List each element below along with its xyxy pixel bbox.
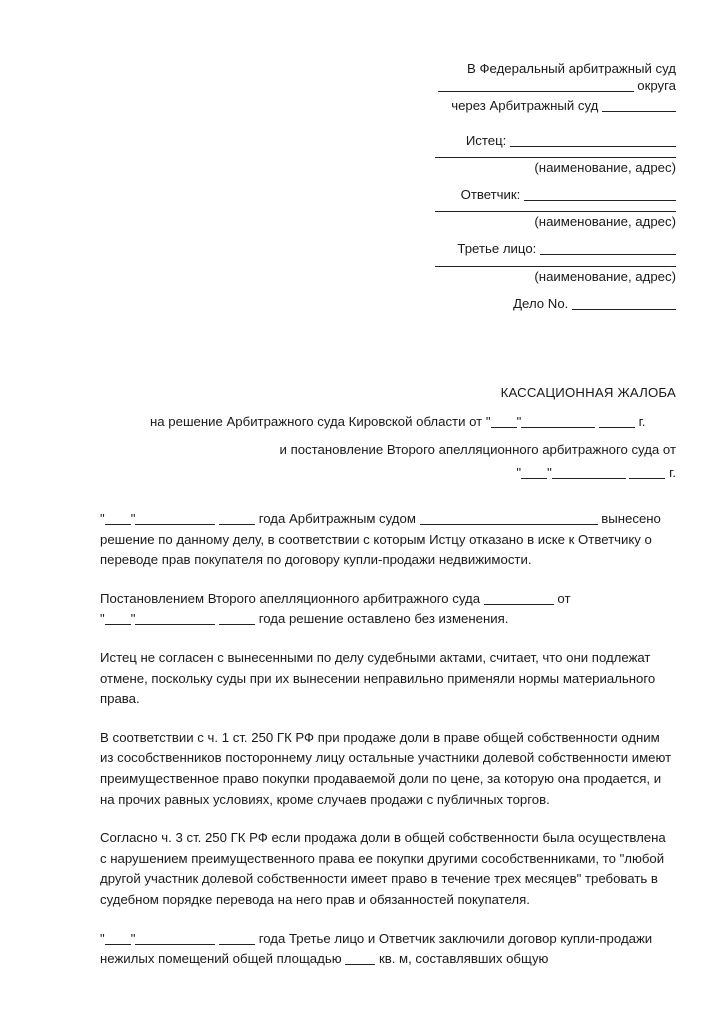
paragraph-article-250-part3: Согласно ч. 3 ст. 250 ГК РФ если продажа доли в общей собственности была осуществлена с нарушением преимущественного права ее покупки другими сособственниками, то "любой другой участник долевой собственности имеет право в течение трех месяцев" требовать в судебном порядке перевода на него прав и обязанностей покупателя. [100, 830, 666, 907]
p2-after-rule-text: от [557, 590, 571, 606]
p6-day-rule[interactable] [105, 944, 131, 945]
okrug-line [420, 79, 676, 92]
p2-quote-close: " [130, 611, 136, 627]
p2-lead-text: Постановлением Второго апелляционного арбитражного суда [100, 590, 481, 606]
subject-year-suffix-1: г. [638, 414, 646, 429]
subject-day-rule-1[interactable] [491, 427, 517, 428]
subject-line-1-text: на решение Арбитражного суда Кировской области от [150, 414, 483, 429]
case-number-label: Дело No. [513, 295, 569, 311]
p1-day-rule[interactable] [105, 524, 131, 525]
third-party-blank-rule[interactable] [540, 254, 676, 255]
p1-rest-text: вынесено решение по данному делу, в соответствии с которым Истцу отказано в иске к Ответчику о переводе прав покупателя по договору купли-продажи недвижимости. [100, 511, 661, 568]
defendant-caption: (наименование, адрес) [534, 214, 676, 230]
case-number-blank-rule[interactable] [572, 309, 676, 310]
p1-quote-open: " [100, 511, 105, 526]
p6-area-rule[interactable] [345, 964, 375, 965]
defendant-blank-rule[interactable] [524, 200, 676, 201]
document-body [100, 509, 674, 970]
p1-court-rule[interactable] [420, 524, 598, 525]
subject-year-suffix-3: г. [669, 465, 676, 480]
document-title: КАССАЦИОННАЯ ЖАЛОБА [500, 385, 676, 400]
subject-year-rule-1[interactable] [599, 427, 635, 428]
paragraph-appeal [100, 589, 674, 630]
subject-quote-close-3: " [547, 465, 552, 480]
through-court-line [420, 99, 676, 112]
p6-after-year-text: года Третье лицо и Ответчик заключили договор купли-продажи нежилых помещений общей площадью [100, 930, 653, 967]
court-name-text: В Федеральный арбитражный суд [467, 61, 676, 76]
okrug-label: округа [637, 78, 676, 94]
p6-year-rule[interactable] [219, 944, 255, 945]
plaintiff-blank-rule[interactable] [510, 146, 676, 147]
paragraph-disagreement: Истец не согласен с вынесенными по делу судебными актами, считает, что они подлежат отмене, поскольку суды при их вынесении неправильно применяли нормы материального права. [100, 649, 656, 707]
p6-quote-open: " [100, 930, 105, 946]
subject-year-rule-3[interactable] [629, 478, 665, 479]
subject-line-appeal-date [150, 465, 676, 480]
court-name-line [420, 62, 676, 75]
paragraph-article-250-part1: В соответствии с ч. 1 ст. 250 ГК РФ при продаже доли в праве общей собственности одним из сособственников постороннему лицу остальные участники долевой собственности имеют преимущественное право покупки продаваемой доли по цене, за которую она продается, и на прочих равных условиях, кроме случаев продажи с публичных торгов. [100, 729, 672, 807]
through-court-label: через Арбитражный суд [451, 98, 599, 114]
plaintiff-second-rule[interactable] [435, 157, 676, 158]
okrug-blank-rule[interactable] [438, 91, 634, 92]
p2-year-rule[interactable] [219, 624, 255, 625]
p6-quote-close: " [130, 930, 136, 946]
p6-after-area-text: кв. м, составлявших общую [378, 951, 549, 967]
subject-line-2-text: и постановление Второго апелляционного арбитражного суда от [279, 442, 676, 457]
plaintiff-caption: (наименование, адрес) [534, 159, 676, 175]
p2-month-rule[interactable] [135, 624, 215, 625]
subject-month-rule-1[interactable] [521, 427, 595, 428]
third-party-line [420, 242, 676, 255]
paragraph-contract [100, 929, 674, 970]
third-party-second-rule[interactable] [435, 266, 676, 267]
plaintiff-line [420, 134, 676, 147]
subject-quote-close-1: " [516, 414, 522, 429]
through-court-blank-rule[interactable] [602, 111, 676, 112]
defendant-label: Ответчик: [460, 187, 521, 203]
third-party-label: Третье лицо: [457, 241, 537, 257]
p1-year-rule[interactable] [219, 524, 255, 525]
third-party-caption: (наименование, адрес) [534, 268, 676, 284]
defendant-second-rule[interactable] [435, 211, 676, 212]
p1-after-year-text: года Арбитражным судом [258, 511, 416, 526]
subject-quote-open-1: " [485, 414, 491, 429]
court-address-block [420, 62, 676, 317]
subject-quote-open-3: " [516, 465, 522, 480]
plaintiff-label: Истец: [465, 132, 507, 148]
p2-day-rule[interactable] [105, 624, 131, 625]
p6-month-rule[interactable] [135, 944, 215, 945]
p2-appeal-rule[interactable] [484, 604, 554, 605]
defendant-line [420, 188, 676, 201]
p2-tail-text: года решение оставлено без изменения. [258, 611, 509, 627]
subject-day-rule-3[interactable] [521, 478, 547, 479]
p1-month-rule[interactable] [135, 524, 215, 525]
subject-line-first-instance [150, 414, 676, 429]
p1-quote-close: " [130, 511, 136, 526]
case-number-line [420, 297, 676, 310]
paragraph-decision [100, 509, 674, 571]
subject-line-appeal [150, 442, 676, 457]
subject-month-rule-3[interactable] [552, 478, 626, 479]
p2-quote-open: " [100, 611, 105, 627]
